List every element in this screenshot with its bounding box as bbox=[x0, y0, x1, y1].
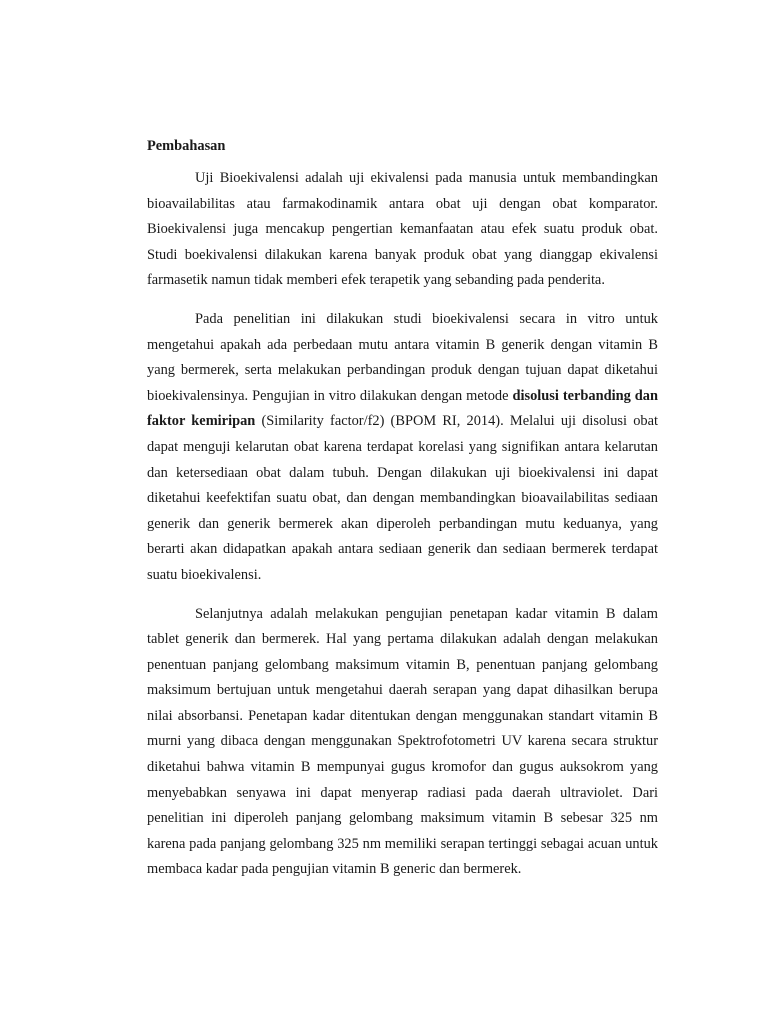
paragraph-text: Selanjutnya adalah melakukan pengujian penetapan kadar vitamin B dalam tablet generik dan bermerek. Hal yang pertama dilakukan adalah dengan melakukan penentuan panjang gelombang maksimum vitamin B, penentuan panjang gelombang maksimum bertujuan untuk mengetahui daerah serapan yang dapat dihasilkan berupa nilai absorbansi. Penetapan kadar ditentukan dengan menggunakan standart vitamin B murni yang dibaca dengan menggunakan Spektrofotometri UV karena secara struktur diketahui bahwa vitamin B mempunyai gugus kromofor dan gugus auksokrom yang menyebabkan senyawa ini dapat menyerap radiasi pada daerah ultraviolet. Dari penelitian ini diperoleh panjang gelombang maksimum vitamin B sebesar 325 nm karena pada panjang gelombang 325 nm memiliki serapan tertinggi sebagai acuan untuk membaca kadar pada pengujian vitamin B generic dan bermerek. bbox=[147, 605, 658, 878]
paragraph-1 bbox=[147, 166, 658, 294]
document-body bbox=[147, 136, 658, 896]
section-heading: Pembahasan bbox=[147, 138, 226, 154]
paragraph-text: (Similarity factor/f2) (BPOM RI, 2014). Melalui uji disolusi obat dapat menguji kelarutan obat karena terdapat korelasi yang signifikan antara kelarutan dan ketersediaan obat dalam tubuh. Dengan dilakukan uji bioekivalensi ini dapat diketahui keefektifan suatu obat, dan dengan membandingkan bioavailabilitas sediaan generik dan generik bermerek akan diperoleh perbandingan mutu keduanya, yang berarti akan didapatkan apakah antara sediaan generik dan sediaan bermerek terdapat suatu bioekivalensi. bbox=[147, 413, 658, 583]
paragraph-3 bbox=[147, 602, 658, 884]
paragraph-text: Uji Bioekivalensi adalah uji ekivalensi pada manusia untuk membandingkan bioavailabilitas atau farmakodinamik antara obat uji dengan obat komparator. Bioekivalensi juga mencakup pengertian kemanfaatan atau efek suatu produk obat. Studi boekivalensi dilakukan karena banyak produk obat yang dianggap ekivalensi farmasetik namun tidak memberi efek terapetik yang sebanding pada penderita. bbox=[147, 170, 658, 289]
bold-term: disolusi terbanding dan faktor kemiripan bbox=[147, 387, 658, 430]
paragraph-2 bbox=[147, 307, 658, 589]
paragraph-text: Pada penelitian ini dilakukan studi bioekivalensi secara in vitro untuk mengetahui apakah ada perbedaan mutu antara vitamin B generik dengan vitamin B yang bermerek, serta melakukan perbandingan produk dengan tujuan dapat diketahui bioekivalensinya. Pengujian in vitro dilakukan dengan metode bbox=[147, 310, 658, 404]
